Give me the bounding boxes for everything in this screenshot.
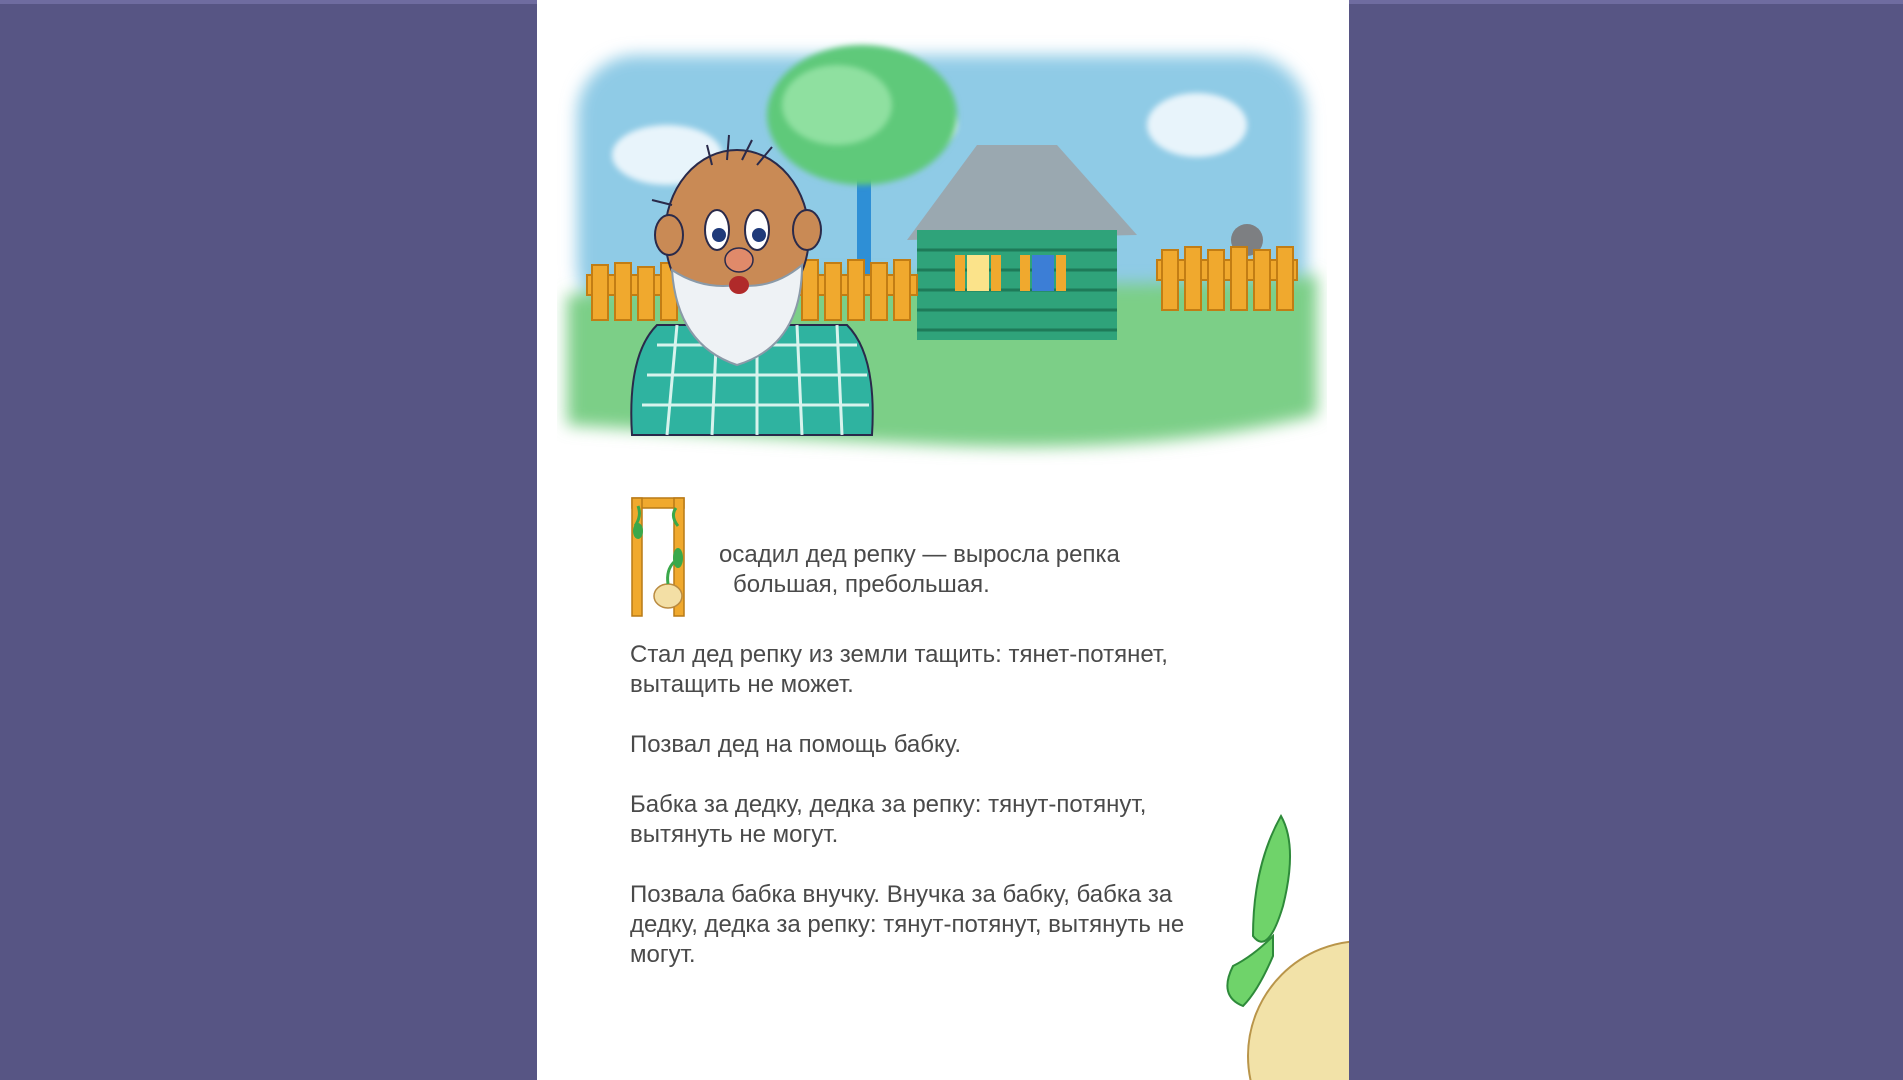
paragraph: Позвала бабка внучку. Внучка за бабку, бабка за дедку, дедка за репку: тянут-потянут, вытянуть не могут. [630,881,1185,968]
first-line-text: осадил дед репку — выросла репка [719,541,1120,568]
second-line-text: большая, пребольшая. [733,571,990,598]
cloud [1147,93,1247,157]
paragraph: Стал дед репку из земли тащить: тянет-потянет, вытащить не может. [630,641,1168,698]
tree-crown-highlight [782,65,892,145]
grandpa-illustration [557,35,1327,475]
fence-middle [797,260,917,320]
turnip-corner-icon [1213,806,1349,1080]
book-page [537,0,1349,1080]
story-text [630,492,1230,1000]
first-paragraph [630,492,1230,617]
paragraph: Позвал дед на помощь бабку. [630,731,962,758]
dropcap-letter-pe-icon [630,496,686,618]
paragraph: Бабка за дедку, дедка за репку: тянут-потянут, вытянуть не могут. [630,791,1147,848]
